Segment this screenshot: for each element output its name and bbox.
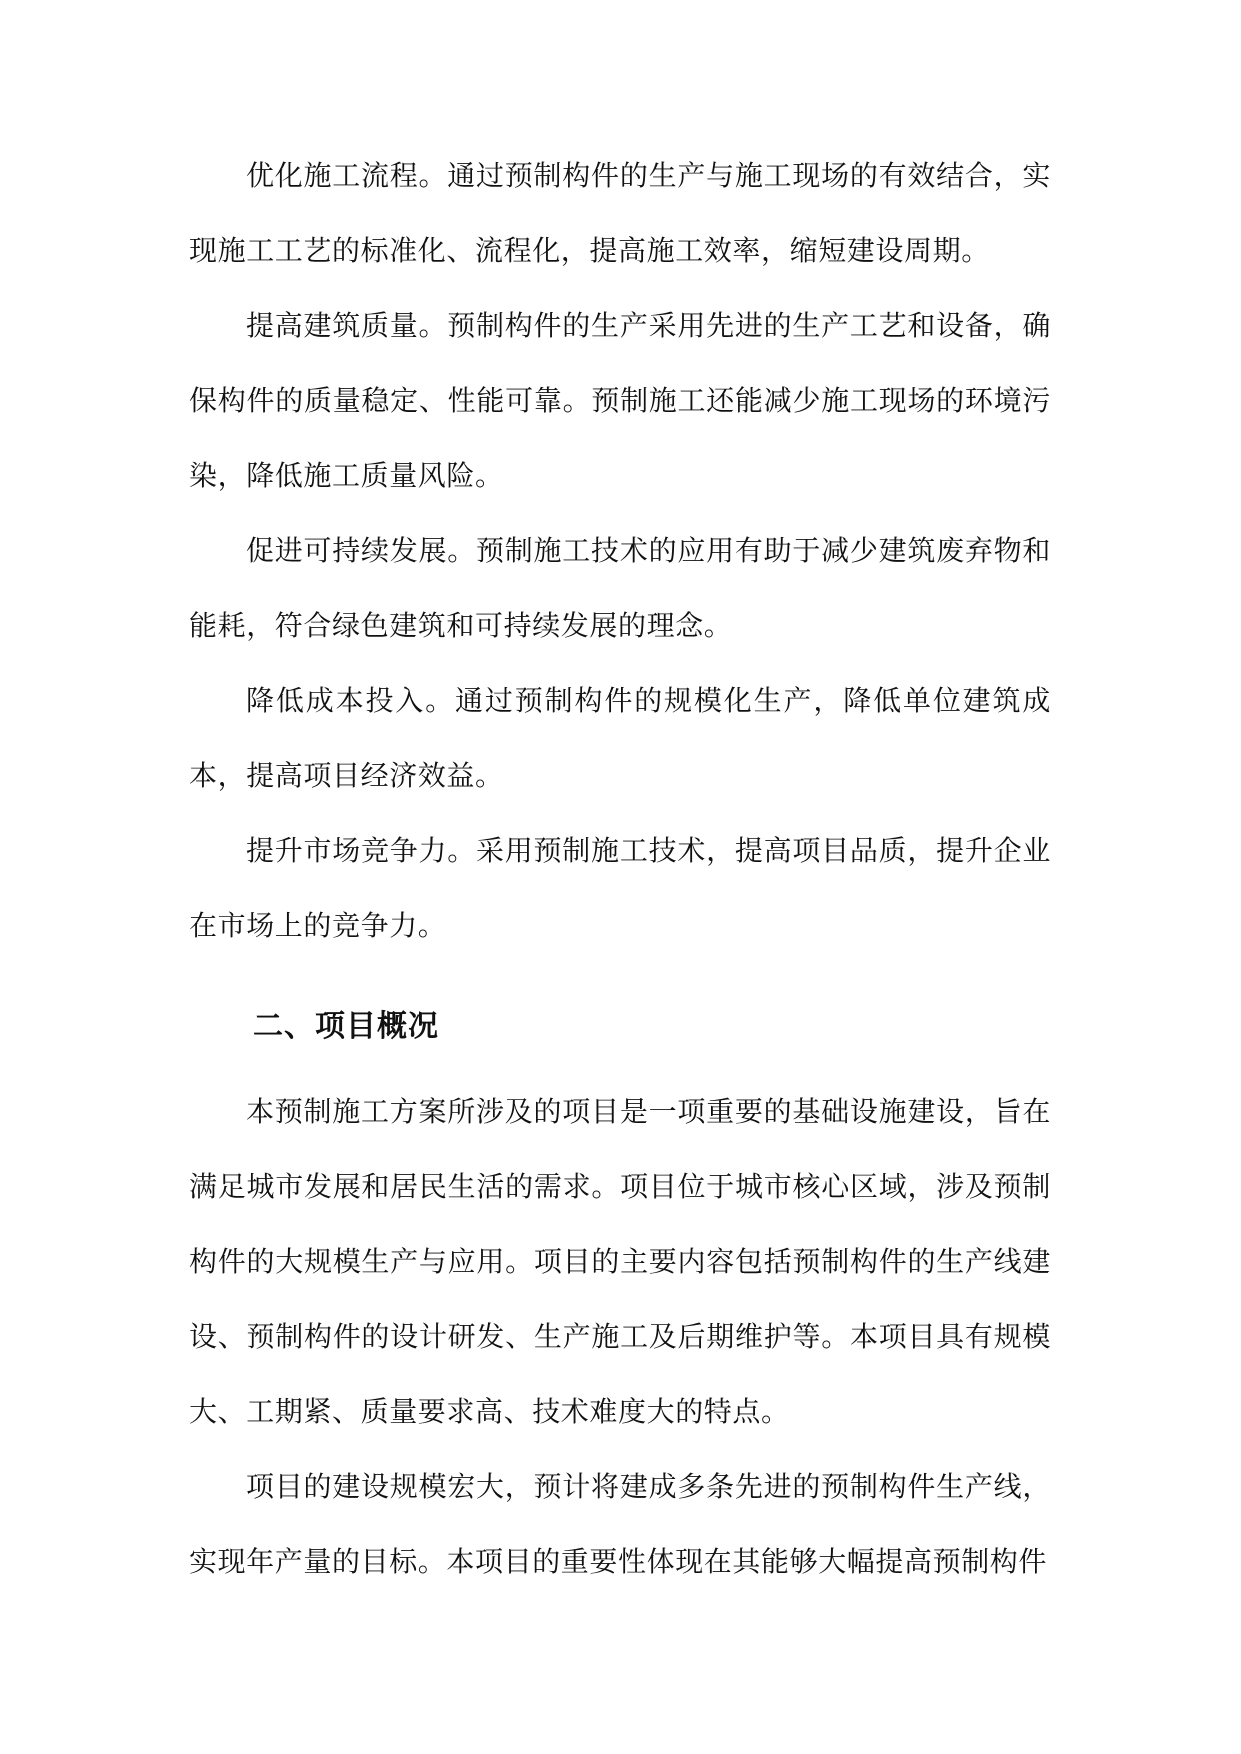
paragraph-project-description: 本预制施工方案所涉及的项目是一项重要的基础设施建设，旨在满足城市发展和居民生活的需求。项目位于城市核心区域，涉及预制构件的大规模生产与应用。项目的主要内容包括预制构件的生产线建设、预制构件的设计研发、生产施工及后期维护等。本项目具有规模大、工期紧、质量要求高、技术难度大的特点。	[189, 1095, 1051, 1428]
paragraph-project-scale: 项目的建设规模宏大，预计将建成多条先进的预制构件生产线，实现年产量的目标。本项目的重要性体现在其能够大幅提高预制构件	[189, 1470, 1051, 1578]
document-body	[189, 138, 1051, 1599]
paragraph-competitiveness: 提升市场竞争力。采用预制施工技术，提高项目品质，提升企业在市场上的竞争力。	[189, 834, 1051, 942]
paragraph-improve-quality: 提高建筑质量。预制构件的生产采用先进的生产工艺和设备，确保构件的质量稳定、性能可靠。预制施工还能减少施工现场的环境污染，降低施工质量风险。	[189, 309, 1051, 492]
paragraph-reduce-cost: 降低成本投入。通过预制构件的规模化生产，降低单位建筑成本，提高项目经济效益。	[189, 684, 1051, 792]
paragraph-optimize-process: 优化施工流程。通过预制构件的生产与施工现场的有效结合，实现施工工艺的标准化、流程化，提高施工效率，缩短建设周期。	[189, 159, 1051, 267]
section-heading-project-overview: 二、项目概况	[253, 1009, 439, 1044]
paragraph-sustainable-development: 促进可持续发展。预制施工技术的应用有助于减少建筑废弃物和能耗，符合绿色建筑和可持续发展的理念。	[189, 534, 1051, 642]
